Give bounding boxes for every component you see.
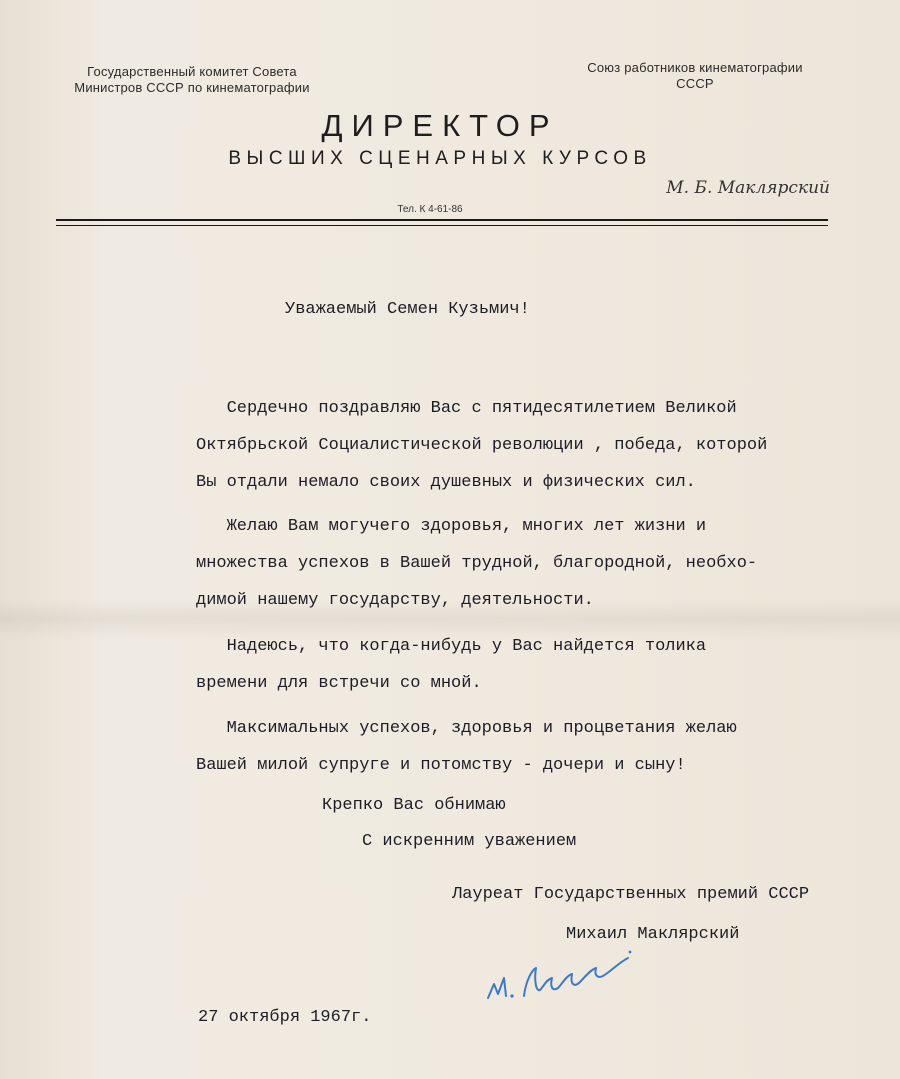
paragraph-4 (196, 710, 737, 784)
paragraph-2-line-3: димой нашему государству, деятельности. (196, 591, 594, 610)
paragraph-3-line-1: Надеюсь, что когда-нибудь у Вас найдется толика (196, 637, 707, 656)
letter-date: 27 октября 1967г. (198, 1008, 372, 1027)
signer-name: Михаил Маклярский (566, 925, 740, 944)
phone-number: Тел. К 4-61-86 (397, 204, 463, 215)
org-right-line-1: Союз работников кинематографии (587, 60, 803, 75)
letterhead-subtitle: ВЫСШИХ СЦЕНАРНЫХ КУРСОВ (228, 148, 652, 169)
paragraph-3-line-2: времени для встречи со мной. (196, 674, 482, 693)
paragraph-1-line-1: Сердечно поздравляю Вас с пятидесятилетием Великой (196, 399, 737, 418)
paragraph-4-line-2: Вашей милой супруге и потомству - дочери и сыну! (196, 756, 686, 775)
paragraph-1 (196, 390, 767, 501)
paragraph-2-line-1: Желаю Вам могучего здоровья, многих лет жизни и (196, 517, 707, 536)
org-right-line-2: СССР (676, 76, 714, 91)
paragraph-3 (196, 628, 706, 702)
closing-embrace: Крепко Вас обнимаю (322, 796, 506, 815)
org-right (560, 60, 830, 92)
director-name: М. Б. Маклярский (666, 178, 830, 198)
org-left (52, 64, 332, 96)
letterhead-rule-thin (56, 225, 828, 226)
paragraph-2-line-2: множества успехов в Вашей трудной, благородной, необхо- (196, 554, 758, 573)
salutation: Уважаемый Семен Кузьмич! (285, 300, 530, 319)
org-left-line-2: Министров СССР по кинематографии (74, 80, 310, 95)
paragraph-2 (196, 508, 757, 619)
paragraph-1-line-2: Октябрьской Социалистической революции , победа, которой (196, 436, 768, 455)
org-left-line-1: Государственный комитет Совета (87, 64, 297, 79)
paragraph-4-line-1: Максимальных успехов, здоровья и процветания желаю (196, 719, 737, 738)
handwritten-signature (480, 940, 640, 1010)
letterhead-rule-thick (56, 219, 828, 221)
paragraph-1-line-3: Вы отдали немало своих душевных и физических сил. (196, 473, 696, 492)
letterhead-title: ДИРЕКТОР (321, 108, 559, 143)
closing-regards: С искренним уважением (362, 832, 577, 851)
signer-title: Лауреат Государственных премий СССР (452, 885, 810, 904)
